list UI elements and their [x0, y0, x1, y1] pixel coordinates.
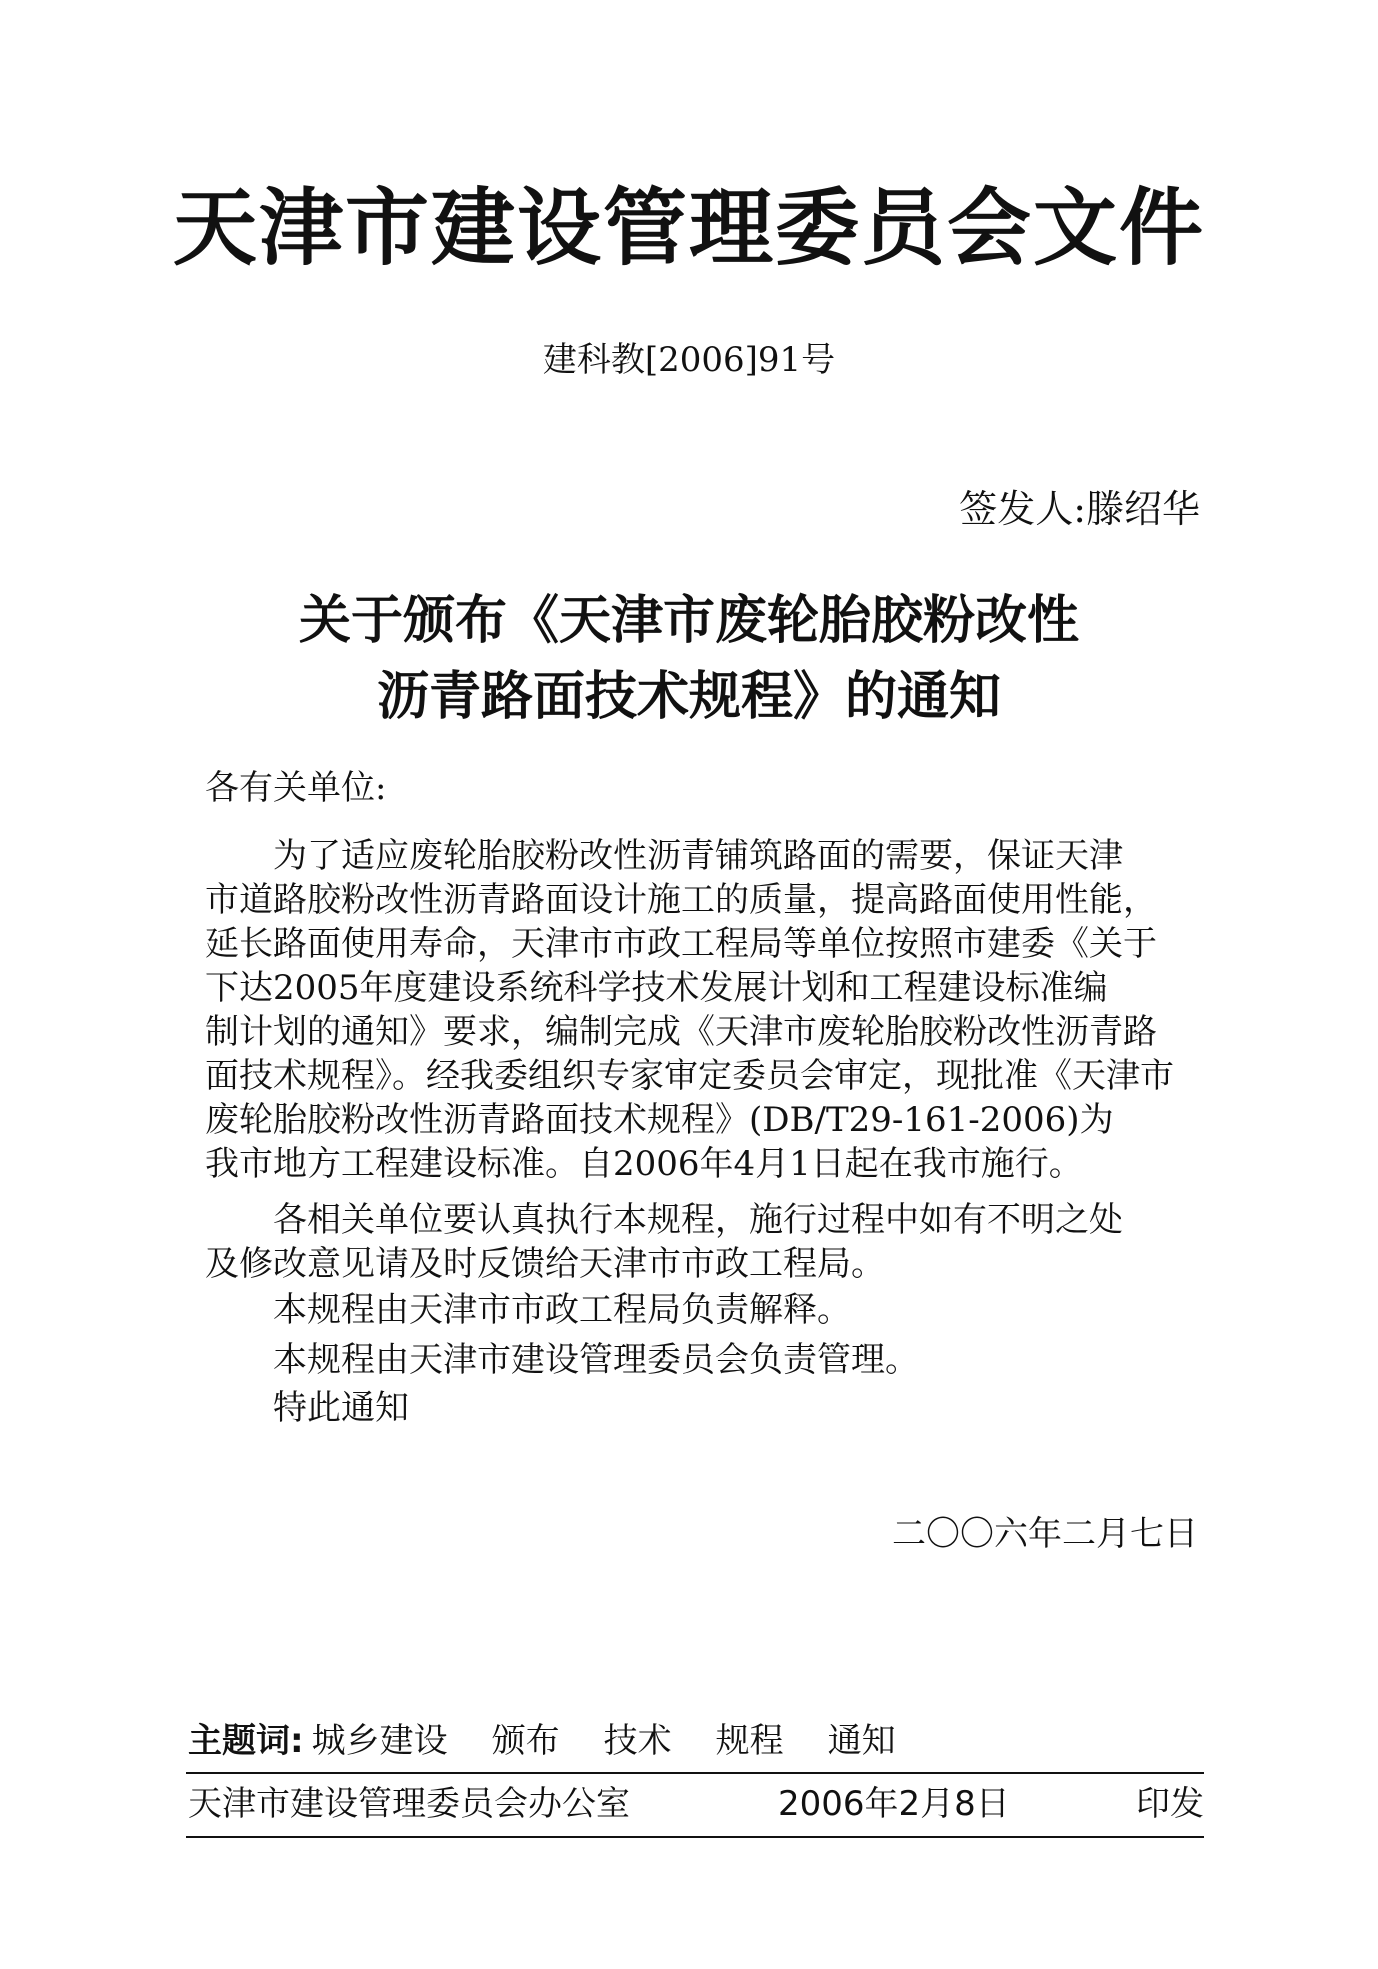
keyword: 技术	[603, 1721, 672, 1761]
document-header-title: 天津市建设管理委员会文件	[172, 178, 1205, 277]
footer-divider-bottom	[186, 1836, 1204, 1838]
notice-title-line-1: 关于颁布《天津市废轮胎胶粉改性	[298, 590, 1079, 651]
notice-title-line-2: 沥青路面技术规程》的通知	[376, 666, 1001, 727]
signer-line: 签发人:滕绍华	[959, 487, 1200, 531]
keyword: 城乡建设	[311, 1721, 448, 1761]
salutation: 各有关单位:	[205, 768, 387, 808]
footer-divider-top	[186, 1772, 1204, 1774]
management-line: 本规程由天津市建设管理委员会负责管理。	[273, 1340, 919, 1380]
paragraph-1-line: 我市地方工程建设标准。自2006年4月1日起在我市施行。	[205, 1144, 1083, 1184]
keyword: 规程	[715, 1721, 784, 1761]
issue-date: 2006年2月8日	[778, 1784, 1010, 1824]
issuer-name: 天津市建设管理委员会办公室	[188, 1784, 630, 1824]
notice-body	[205, 0, 1197, 1969]
paragraph-1-line: 面技术规程》。经我委组织专家审定委员会审定，现批准《天津市	[205, 1056, 1174, 1096]
keywords-label: 主题词:	[188, 1721, 304, 1761]
paragraph-1-line: 废轮胎胶粉改性沥青路面技术规程》(DB/T29-161-2006)为	[205, 1100, 1114, 1140]
document-number: 建科教[2006]91号	[542, 340, 836, 380]
paragraph-1-line: 延长路面使用寿命，天津市市政工程局等单位按照市建委《关于	[205, 924, 1157, 964]
paragraph-2-line: 及修改意见请及时反馈给天津市市政工程局。	[205, 1244, 885, 1284]
paragraph-1-line: 下达2005年度建设系统科学技术发展计划和工程建设标准编	[205, 968, 1108, 1008]
keywords-row	[188, 1718, 896, 1764]
keyword: 通知	[827, 1721, 896, 1761]
paragraph-1-line: 为了适应废轮胎胶粉改性沥青铺筑路面的需要，保证天津	[273, 836, 1123, 876]
keyword: 颁布	[491, 1721, 560, 1761]
paragraph-2-line: 各相关单位要认真执行本规程，施行过程中如有不明之处	[273, 1200, 1123, 1240]
paragraph-1-line: 制计划的通知》要求，编制完成《天津市废轮胎胶粉改性沥青路	[205, 1012, 1157, 1052]
notice-date: 二〇〇六年二月七日	[892, 1514, 1198, 1554]
print-label: 印发	[1136, 1784, 1204, 1824]
closing-line: 特此通知	[273, 1388, 409, 1428]
paragraph-1-line: 市道路胶粉改性沥青路面设计施工的质量，提高路面使用性能，	[205, 880, 1157, 920]
interpretation-line: 本规程由天津市市政工程局负责解释。	[273, 1290, 851, 1330]
